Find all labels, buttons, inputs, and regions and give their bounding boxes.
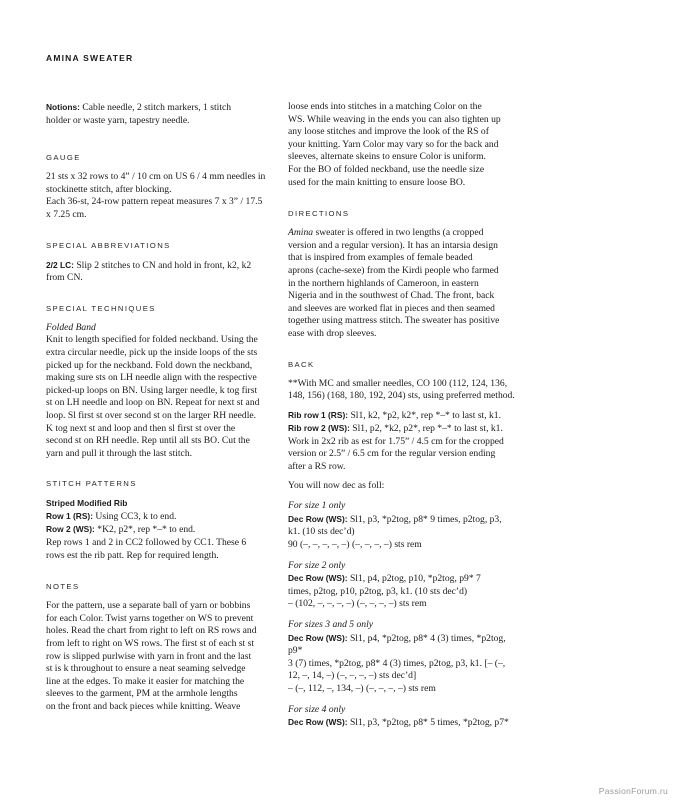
rib-row-2-label: Rib row 2 (WS): — [288, 423, 350, 434]
stitch-pattern-note: Rep rows 1 and 2 in CC2 followed by CC1. These 6 rows est the rib patt. Rep for required length. — [46, 537, 247, 561]
size-instructions — [288, 716, 520, 730]
row-1-label: Row 1 (RS): — [46, 510, 93, 521]
page-title: AMINA SWEATER — [46, 53, 134, 63]
size-title: For size 2 only — [288, 559, 346, 571]
size-instructions — [288, 632, 520, 696]
size-instructions — [288, 513, 520, 552]
rib-row-1-label: Rib row 1 (RS): — [288, 409, 349, 420]
row-1-text: Using CC3, k to end. — [95, 510, 177, 522]
stitch-pattern-subtitle: Striped Modified Rib — [46, 498, 128, 509]
row-2-label: Row 2 (WS): — [46, 524, 95, 535]
dec-row-label: Dec Row (WS): — [288, 513, 348, 524]
dec-row-label: Dec Row (WS): — [288, 717, 348, 728]
abbreviations-heading: SPECIAL ABBREVIATIONS — [46, 240, 171, 250]
rib-row-2 — [288, 422, 520, 473]
right-column — [288, 101, 520, 730]
notions-paragraph — [46, 101, 274, 127]
notes-text: For the pattern, use a separate ball of yarn or bobbins for each Color. Twist yarns together on WS to prevent holes. Read the chart from right to left on RS rows and from left to right on WS rows. The first st of each st st row is slipped purlwise with yarn in front and the last st is k throughout to ensure a neat seaming selvedge line at the edges. To make it easier for matching the sleeves to the garment, PM at the armhole lengths on the front and back pieces while knitting. Weave — [46, 600, 257, 712]
dec-row-text: Sl1, p4, p2tog, p10, *p2tog, p9* 7 times, p2tog, p10, p2tog, p3, k1. (10 sts dec’d) – (102, –, –, –, –) (–, –, –, –) sts rem — [288, 573, 481, 610]
abbreviation-label: 2/2 LC: — [46, 259, 74, 270]
size-title: For sizes 3 and 5 only — [288, 619, 374, 630]
gauge-text: 21 sts x 32 rows to 4” / 10 cm on US 6 / 4 mm needles in stockinette stitch, after blocking. Each 36-st, 24-row pattern repeat measures 7 x 3” / 17.5 x 7.25 cm. — [46, 171, 266, 220]
dec-intro: You will now dec as foll: — [288, 479, 385, 491]
size-title: For size 1 only — [288, 500, 346, 512]
size-instructions — [288, 572, 520, 611]
sweater-name: Amina — [288, 227, 314, 239]
gauge-heading: GAUGE — [46, 153, 81, 163]
dec-row-text: Sl1, p4, *p2tog, p8* 4 (3) times, *p2tog, p9* 3 (7) times, *p2tog, p8* 4 (3) times, p2tog, p3, k1. [– (–, 12, –, 14, –) (–, –, –, –) sts dec’d] – (–, 112, –, 134, –) (–, –, –, –) sts rem — [288, 632, 506, 694]
dec-row-label: Dec Row (WS): — [288, 573, 348, 584]
dec-row-text: Sl1, p3, *p2tog, p8* 5 times, *p2tog, p7* — [349, 717, 509, 729]
size-title: For size 4 only — [288, 703, 346, 715]
back-heading: BACK — [288, 359, 315, 369]
cast-on-text: **With MC and smaller needles, CO 100 (112, 124, 136, 148, 156) (168, 180, 192, 204) sts, using preferred method. — [288, 377, 515, 402]
stitch-patterns-heading: STITCH PATTERNS — [46, 479, 137, 489]
notes-heading: NOTES — [46, 582, 80, 592]
directions-text: sweater is offered in two lengths (a cropped version and a regular version). It has an intarsia design that is inspired from examples of female beaded aprons (cache-sexe) from the Kirdi people who farmed in the northern highlands of Cameroon, in eastern Nigeria and in the southwest of Chad. The front, back and sleeves are worked flat in pieces and then seamed together using mattress stitch. The sweater has positive ease with drop sleeves. — [288, 227, 500, 339]
left-column — [46, 101, 274, 714]
notions-label: Notions: — [46, 102, 80, 112]
dec-row-label: Dec Row (WS): — [288, 632, 348, 643]
directions-heading: DIRECTIONS — [288, 209, 350, 219]
watermark: PassionForum.ru — [598, 786, 668, 796]
techniques-heading: SPECIAL TECHNIQUES — [46, 303, 156, 313]
technique-subtitle: Folded Band — [46, 321, 96, 333]
dec-row-text: Sl1, p3, *p2tog, p8* 9 times, p2tog, p3, k1. (10 sts dec’d) 90 (–, –, –, –, –) (–, –, –, –) sts rem — [288, 513, 502, 551]
stitch-row-1 — [46, 510, 274, 524]
notions-text: Cable needle, 2 stitch markers, 1 stitch holder or waste yarn, tapestry needle. — [46, 102, 232, 126]
abbreviation-text: Slip 2 stitches to CN and hold in front, k2, k2 from CN. — [46, 259, 252, 284]
notes-continued-text: loose ends into stitches in a matching Color on the WS. While weaving in the ends you can also tighten up any loose stitches and improve the look of the RS of your knitting. Yarn Color may vary so for the back and sleeves, alternate skeins to ensure Color is uniform. For the BO of folded neckband, use the needle size used for the main knitting to ensure loose BO. — [288, 101, 501, 188]
stitch-row-2 — [46, 523, 274, 537]
row-2-text: *K2, p2*, rep *–* to end. — [97, 524, 196, 536]
abbreviations-paragraph — [46, 259, 274, 285]
directions-paragraph — [288, 227, 520, 340]
rib-row-1 — [288, 409, 520, 423]
rib-row-1-text: Sl1, k2, *p2, k2*, rep *–* to last st, k1. — [350, 409, 502, 421]
technique-text: Knit to length specified for folded neckband. Using the extra circular needle, pick up the inside loops of the sts picked up for the neckband. Fold down the neckband, making sure sts on LH needle align with the respective picked-up loops on BN. Using larger needle, k tog first st on LH needle and loop on BN. Repeat for next st and loop. Sl first st over second st on the larger RH needle. K tog next st and loop and then sl first st over the second st on RH needle. Rep until all sts BO. Cut the yarn and pull it through the last stitch. — [46, 334, 260, 459]
rib-row-2-text: Sl1, p2, *k2, p2*, rep *–* to last st, k1. Work in 2x2 rib as est for 1.75” / 4.5 cm for the cropped version or 2.5” / 6.5 cm for the regular version ending after a RS row. — [288, 423, 504, 473]
